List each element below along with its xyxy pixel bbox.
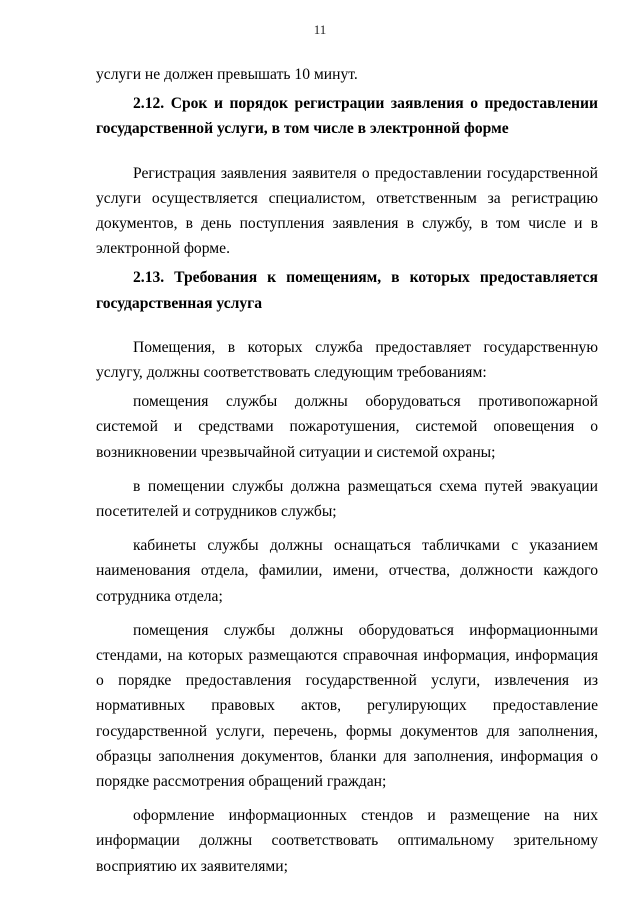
paragraph-premises-intro: Помещения, в которых служба предоставляет государственную услугу, должны соответствовать следующим требованиям: [96, 338, 598, 382]
document-body [96, 62, 598, 879]
page-number: 11 [313, 22, 327, 37]
list-item-evacuation-scheme: в помещении службы должна размещаться схема путей эвакуации посетителей и сотрудников службы; [96, 477, 598, 521]
list-item-fire-safety: помещения службы должны оборудоваться противопожарной системой и средствами пожаротушения, системой оповещения о возникновении чрезвычайной ситуации и системой охраны; [96, 393, 598, 461]
list-item-office-signs: кабинеты службы должны оснащаться табличками с указанием наименования отдела, фамилии, имени, отчества, должности каждого сотрудника отдела; [96, 537, 598, 605]
list-item-info-stands: помещения службы должны оборудоваться информационными стендами, на которых размещаются справочная информация, информация о порядке предоставления государственной услуги, извлечения из нормативных правовых актов, регулирующих предоставление государственной услуги, перечень, формы документов для заполнения, образцы заполнения документов, бланки для заполнения, информация о порядке рассмотрения обращений граждан; [96, 621, 598, 791]
paragraph-registration: Регистрация заявления заявителя о предоставлении государственной услуги осуществляется специалистом, ответственным за регистрацию документов, в день поступления заявления в службу, в том числе и в электронной форме. [96, 164, 598, 258]
section-heading-2-13: 2.13. Требования к помещениям, в которых предоставляется государственная услуга [96, 269, 598, 312]
section-heading-2-12: 2.12. Срок и порядок регистрации заявления о предоставлении государственной услуги, в том числе в электронной форме [96, 95, 598, 138]
list-item-stand-design: оформление информационных стендов и размещение на них информации должны соответствовать оптимальному зрительному восприятию их заявителями; [96, 807, 598, 875]
paragraph-continuation: услуги не должен превышать 10 минут. [96, 66, 358, 83]
